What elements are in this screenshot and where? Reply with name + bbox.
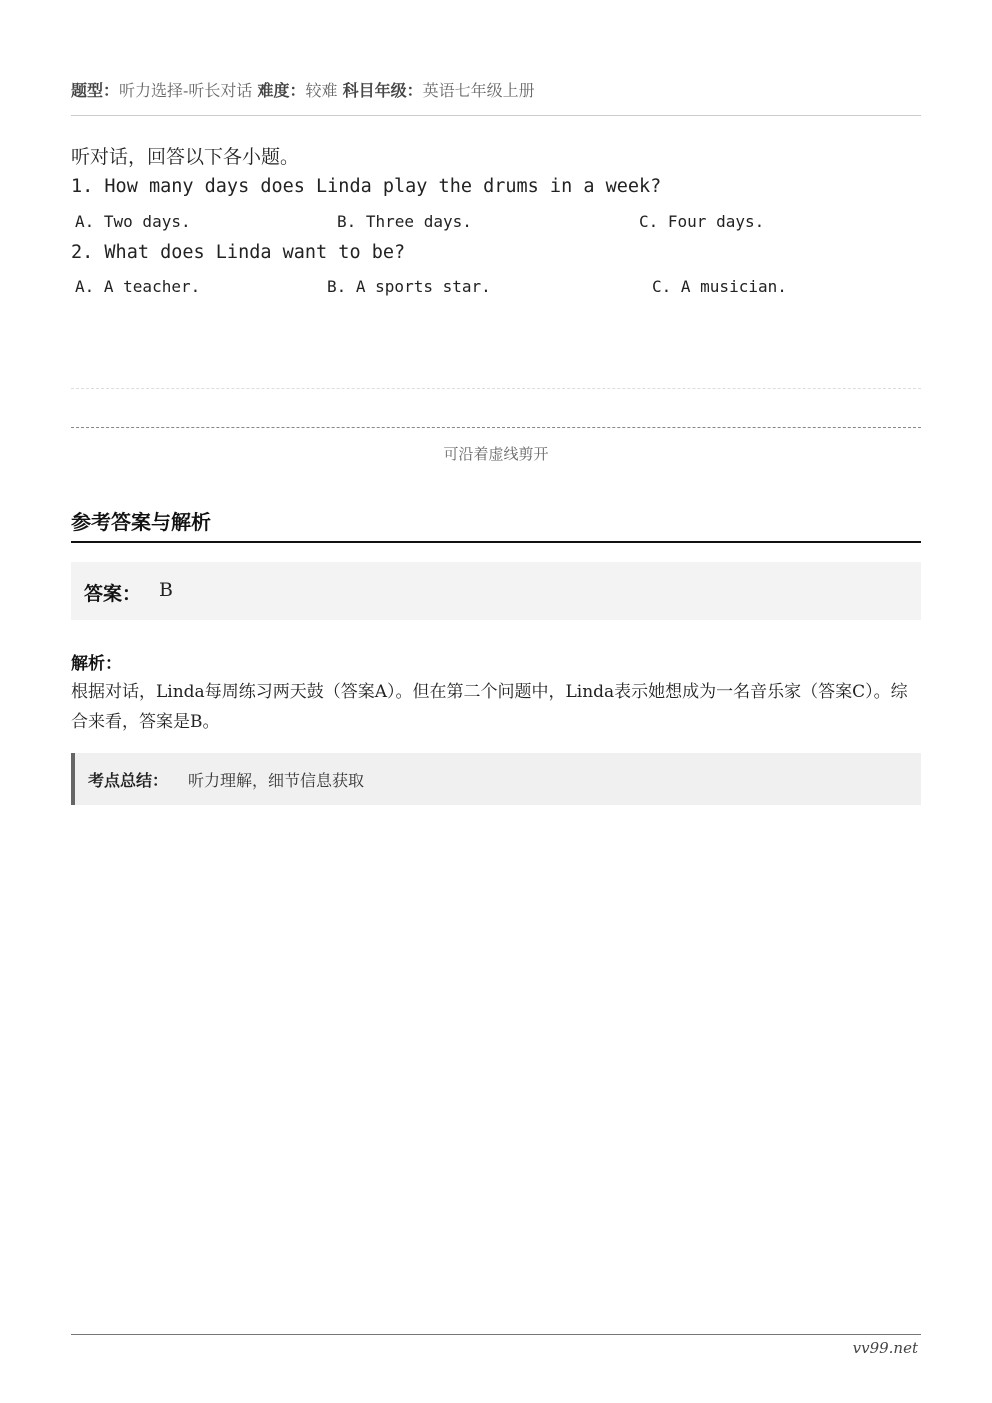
solution-title: 参考答案与解析 [71,510,211,534]
keypoint-value: 听力理解，细节信息获取 [188,771,365,790]
answer-box [71,562,921,620]
question-1-option-c: C. Four days. [639,212,765,231]
question-meta [71,78,921,101]
explanation-text: 根据对话，Linda每周练习两天鼓（答案A）。但在第二个问题中，Linda表示她想成为一名音乐家（答案C）。综合来看，答案是B。 [71,682,908,732]
question-1-option-a: A. Two days. [75,212,191,231]
question-1-stem: 1. How many days does Linda play the drums in a week? [71,176,662,197]
answer-value: B [159,579,173,601]
solution-divider [71,541,921,543]
explanation-label: 解析： [71,654,122,674]
cut-line [71,427,921,428]
cut-hint: 可沿着虚线剪开 [443,445,549,463]
keypoint-box [71,753,921,805]
question-1-option-b: B. Three days. [337,212,472,231]
question-2-option-a: A. A teacher. [75,277,201,296]
question-2-option-c: C. A musician. [652,277,787,296]
footer-site: vv99.net [852,1339,918,1357]
question-intro: 听对话，回答以下各小题。 [71,146,300,168]
difficulty-value: 较难 [305,81,338,100]
type-label: 题型： [71,81,120,100]
type-value: 听力选择-听长对话 [119,81,253,100]
question-2-stem: 2. What does Linda want to be? [71,242,406,263]
question-2-option-b: B. A sports star. [327,277,491,296]
meta-divider [71,115,921,116]
difficulty-label: 难度： [257,81,306,100]
answer-label: 答案： [84,583,142,605]
subject-value: 英语七年级上册 [422,81,535,100]
footer-divider [71,1334,921,1335]
subject-label: 科目年级： [342,81,423,100]
faint-dashed-line [71,388,921,389]
keypoint-label: 考点总结： [88,771,169,790]
